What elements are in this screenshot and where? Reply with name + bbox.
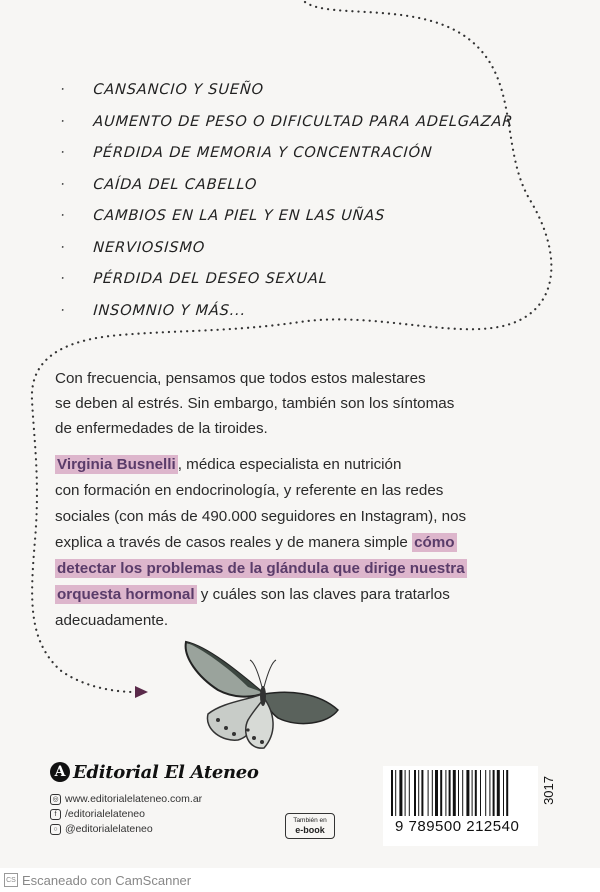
website-row xyxy=(50,792,202,807)
intro-line: Con frecuencia, pensamos que todos estos malestares xyxy=(55,370,426,387)
barcode-bar xyxy=(428,770,429,816)
instagram-row xyxy=(50,822,202,837)
list-item: · NERVIOSISMO xyxy=(59,238,206,256)
barcode-bar xyxy=(399,770,402,816)
butterfly-illustration xyxy=(178,632,346,756)
highlighted-text: orquesta hormonal xyxy=(57,586,195,603)
barcode-bar xyxy=(418,770,419,816)
bio-line xyxy=(55,556,525,582)
barcode-bar xyxy=(466,770,469,816)
intro-line: se deben al estrés. Sin embargo, también son los síntomas xyxy=(55,395,455,412)
author-name: Virginia Busnelli xyxy=(57,456,176,473)
bio-line: adecuadamente. xyxy=(55,612,169,629)
list-item: · PÉRDIDA DE MEMORIA Y CONCENTRACIÓN xyxy=(59,144,434,161)
facebook-row xyxy=(50,807,202,822)
barcode-bar xyxy=(435,770,438,816)
publisher-name: Editorial El Ateneo xyxy=(73,761,259,783)
barcode-bar xyxy=(405,770,406,816)
list-item: · INSOMNIO Y MÁS... xyxy=(59,301,247,319)
barcode-bar xyxy=(506,770,508,816)
barcode-bar xyxy=(391,770,393,816)
scanner-footer xyxy=(0,868,600,892)
barcode-bar xyxy=(480,770,481,816)
ebook-badge: También en e-book xyxy=(285,813,335,839)
barcode-bar xyxy=(485,770,486,816)
barcode-bar xyxy=(458,770,459,816)
barcode-bars xyxy=(383,766,538,818)
publisher-contacts xyxy=(50,792,202,837)
instagram-link[interactable]: @editorialelateneo xyxy=(65,823,153,835)
list-item: · AUMENTO DE PESO O DIFICULTAD PARA ADELGAZAR xyxy=(59,112,514,130)
list-item: · CAMBIOS EN LA PIEL Y EN LAS UÑAS xyxy=(59,207,386,224)
barcode-bar xyxy=(475,770,477,816)
website-link[interactable]: www.editorialelateneo.com.ar xyxy=(65,793,203,805)
barcode-bar xyxy=(462,770,463,816)
barcode-bar xyxy=(440,770,442,816)
isbn-number: 9 789500 212540 xyxy=(395,818,520,835)
bio-line: con formación en endocrinología, y referente en las redes xyxy=(55,482,444,499)
barcode-side-code: 3017 xyxy=(541,776,556,805)
barcode-bar xyxy=(472,770,473,816)
barcode-bar xyxy=(489,770,490,816)
scanner-footer-text: Escaneado con CamScanner xyxy=(22,872,192,888)
barcode-bar xyxy=(432,770,433,816)
barcode-bar xyxy=(503,770,504,816)
arrow-head-icon xyxy=(135,686,148,698)
barcode-bar xyxy=(421,770,423,816)
intro-line: de enfermedades de la tiroides. xyxy=(55,420,268,437)
author-bio-paragraph xyxy=(55,452,525,634)
bio-line: sociales (con más de 490.000 seguidores en Instagram), nos xyxy=(55,508,467,525)
facebook-link[interactable]: /editorialelateneo xyxy=(65,808,145,820)
barcode-bar xyxy=(445,770,446,816)
list-item: · CANSANCIO Y SUEÑO xyxy=(59,81,265,98)
barcode-bar xyxy=(453,770,456,816)
barcode-bar xyxy=(449,770,451,816)
highlighted-text: cómo xyxy=(414,534,455,551)
publisher-logo xyxy=(50,757,259,787)
instagram-icon: ○ xyxy=(50,824,61,835)
publisher-logo-mark: A xyxy=(50,762,70,782)
camscanner-icon: CS xyxy=(4,873,18,887)
list-item: · CAÍDA DEL CABELLO xyxy=(59,175,258,193)
barcode-bar xyxy=(493,770,495,816)
barcode-bar xyxy=(409,770,410,816)
intro-paragraph xyxy=(55,366,475,441)
bio-line: explica a través de casos reales y de manera simple cómo xyxy=(55,534,455,551)
highlighted-text: detectar los problemas de la glándula que dirige nuestra xyxy=(57,560,465,577)
bio-line: Virginia Busnelli , médica especialista en nutrición xyxy=(57,456,402,473)
barcode-bar xyxy=(395,770,396,816)
globe-icon: ◎ xyxy=(50,794,61,805)
barcode-bar xyxy=(414,770,416,816)
bio-line: orquesta hormonal y cuáles son las claves para tratarlos xyxy=(57,586,450,603)
facebook-icon: f xyxy=(50,809,61,820)
barcode-bar xyxy=(497,770,500,816)
list-item: · PÉRDIDA DEL DESEO SEXUAL xyxy=(59,270,329,287)
